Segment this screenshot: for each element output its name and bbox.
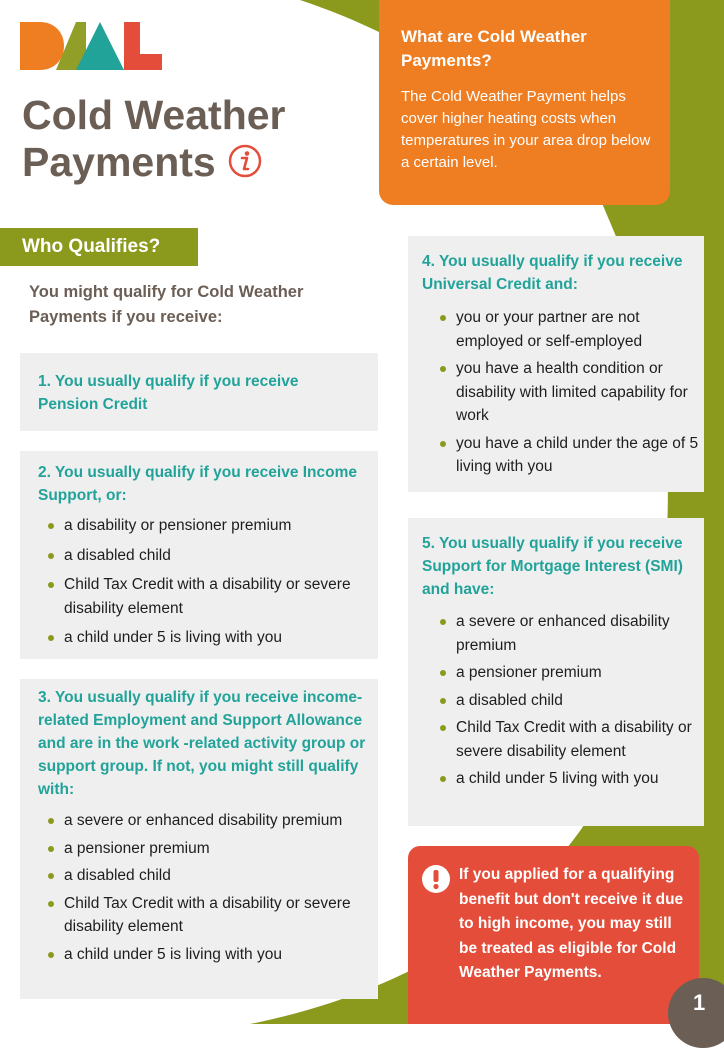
page-number: 1 xyxy=(693,990,706,1015)
bullet-icon xyxy=(48,523,54,529)
list-item xyxy=(430,661,702,685)
list-item-text: a child under 5 is living with you xyxy=(64,945,282,963)
list-item xyxy=(38,514,368,538)
list-item-text: a pensioner premium xyxy=(456,664,602,681)
criteria-list-2 xyxy=(38,514,368,656)
list-item xyxy=(38,626,368,650)
bullet-icon xyxy=(48,901,54,907)
eligibility-alert xyxy=(408,846,699,1024)
who-qualifies-intro: You might qualify for Cold Weather Payments if you receive: xyxy=(29,283,304,326)
bullet-icon xyxy=(48,635,54,641)
list-item-text: a severe or enhanced disability premium xyxy=(456,613,670,654)
list-item xyxy=(38,892,368,939)
list-item-text: you have a child under the age of 5 living with you xyxy=(456,434,699,475)
criteria-box-3 xyxy=(20,679,378,999)
list-item xyxy=(38,809,368,833)
list-item xyxy=(430,610,702,657)
bullet-icon xyxy=(48,582,54,588)
title-line-2 xyxy=(22,139,286,186)
criteria-list-5 xyxy=(430,610,702,795)
bullet-icon xyxy=(48,873,54,879)
bullet-icon xyxy=(440,366,446,372)
bullet-icon xyxy=(48,818,54,824)
bullet-icon xyxy=(48,952,54,958)
page-number-badge xyxy=(668,978,724,1048)
criteria-box-4 xyxy=(408,236,704,492)
criteria-heading-3: 3. You usually qualify if you receive income-related Employment and Support Allowance and are in the work -related activity group or support group. If not, you might still qualify with: xyxy=(38,689,366,798)
list-item-text: a child under 5 is living with you xyxy=(64,629,282,646)
list-item-text: you or your partner are not employed or self-employed xyxy=(456,309,643,350)
bullet-icon xyxy=(48,846,54,852)
list-item-text: Child Tax Credit with a disability or severe disability element xyxy=(64,894,351,935)
criteria-heading-4: 4. You usually qualify if you receive Universal Credit and: xyxy=(422,253,683,293)
info-icon xyxy=(228,144,262,178)
dial-logo xyxy=(20,22,165,70)
criteria-list-3 xyxy=(38,809,368,970)
list-item-text: a disabled child xyxy=(64,867,171,884)
list-item-text: a child under 5 living with you xyxy=(456,770,659,787)
criteria-box-1 xyxy=(20,353,378,431)
who-qualifies-tab xyxy=(0,228,198,266)
exclamation-icon xyxy=(421,864,451,894)
list-item-text: a disability or pensioner premium xyxy=(64,517,292,534)
bullet-icon xyxy=(440,698,446,704)
list-item xyxy=(430,767,702,791)
page-title xyxy=(22,92,286,186)
list-item xyxy=(430,689,702,713)
list-item-text: you have a health condition or disability with limited capability for work xyxy=(456,360,688,424)
list-item xyxy=(38,943,368,967)
what-are-body: The Cold Weather Payment helps cover higher heating costs when temperatures in your area drop below a certain level. xyxy=(401,88,651,171)
list-item xyxy=(38,544,368,568)
bullet-icon xyxy=(440,441,446,447)
criteria-box-2 xyxy=(20,451,378,659)
criteria-box-5 xyxy=(408,518,704,826)
list-item-text: Child Tax Credit with a disability or severe disability element xyxy=(456,719,692,760)
list-item xyxy=(38,573,368,620)
title-line-2-text: Payments xyxy=(22,139,216,185)
list-item xyxy=(430,357,700,428)
bullet-icon xyxy=(440,776,446,782)
list-item xyxy=(38,864,368,888)
list-item xyxy=(430,306,700,353)
list-item xyxy=(38,837,368,861)
what-are-box xyxy=(379,0,670,205)
list-item-text: a disabled child xyxy=(456,691,563,709)
criteria-heading-5: 5. You usually qualify if you receive Support for Mortgage Interest (SMI) and have: xyxy=(422,535,683,598)
alert-text: If you applied for a qualifying benefit but don't receive it due to high income, you may still be treated as eligible for Cold Weather Payments. xyxy=(459,866,684,981)
bullet-icon xyxy=(48,553,54,559)
list-item xyxy=(430,432,700,479)
bullet-icon xyxy=(440,315,446,321)
bullet-icon xyxy=(440,619,446,625)
criteria-list-4 xyxy=(430,306,700,483)
bullet-icon xyxy=(440,670,446,676)
criteria-heading-1: 1. You usually qualify if you receive Pension Credit xyxy=(38,373,299,413)
list-item-text: Child Tax Credit with a disability or severe disability element xyxy=(64,576,351,617)
who-qualifies-label: Who Qualifies? xyxy=(22,236,161,257)
list-item-text: a pensioner premium xyxy=(64,839,210,857)
what-are-heading: What are Cold Weather Payments? xyxy=(401,27,587,70)
bullet-icon xyxy=(440,725,446,731)
list-item xyxy=(430,716,702,763)
criteria-heading-2: 2. You usually qualify if you receive Income Support, or: xyxy=(38,464,358,504)
list-item-text: a disabled child xyxy=(64,546,171,564)
list-item-text: a severe or enhanced disability premium xyxy=(64,812,343,829)
title-line-1: Cold Weather xyxy=(22,92,286,138)
